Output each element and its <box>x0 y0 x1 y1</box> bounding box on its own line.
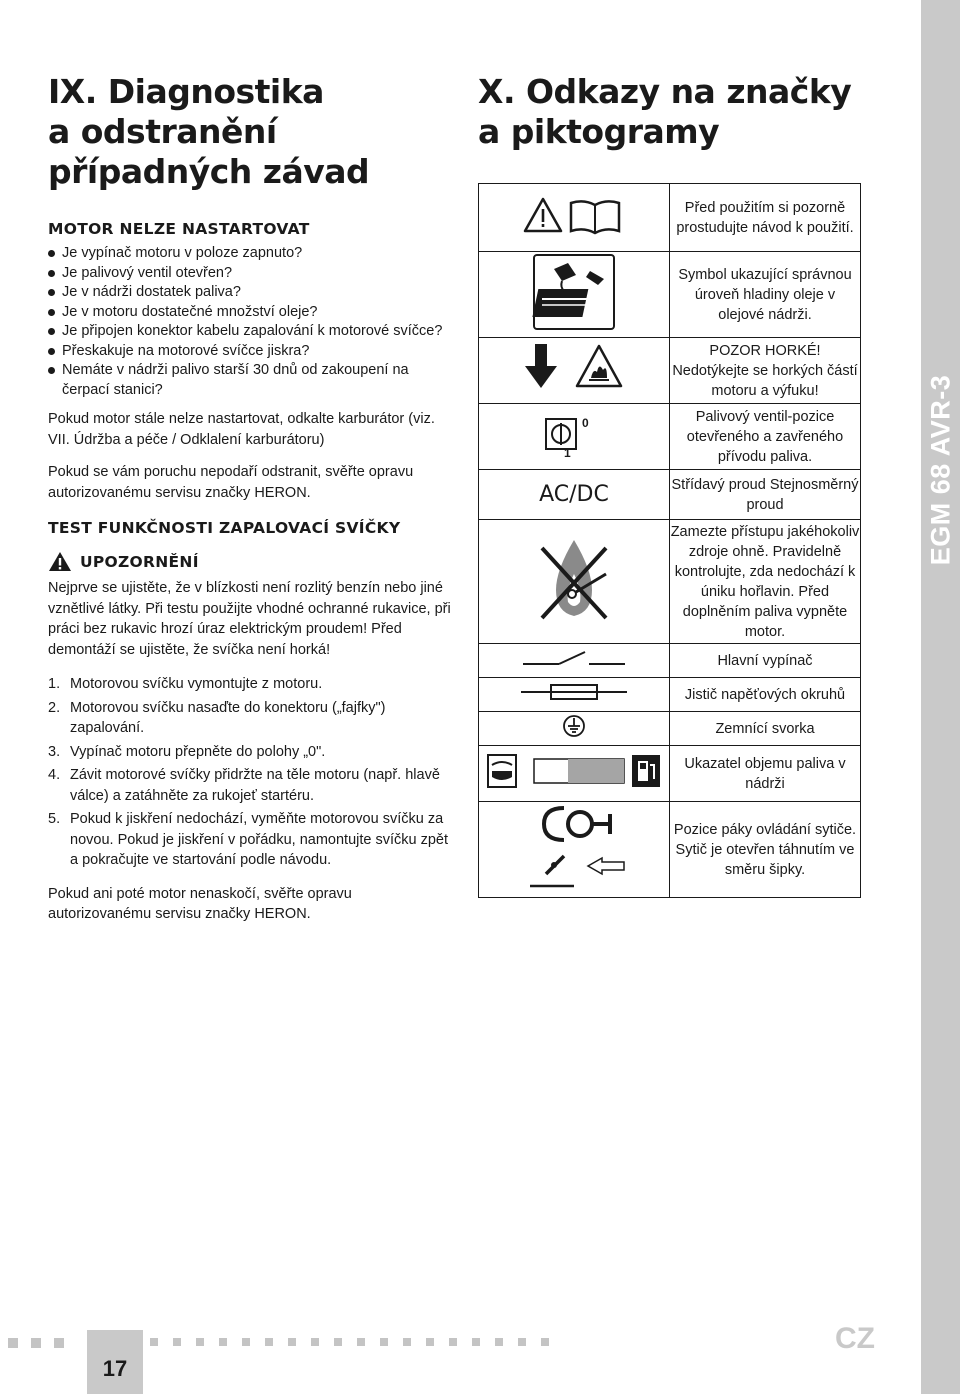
pictogram-description: Jistič napěťových okruhů <box>670 678 861 712</box>
step-item: 4. Závit motorové svíčky přidržte na těle motoru (např. hlavě válce) a zatáhněte za rukojeť startéru. <box>48 767 440 804</box>
pictograms-section <box>478 72 862 152</box>
warning-manual-icon <box>519 193 629 237</box>
fuel-gauge-icon <box>484 751 664 791</box>
pictogram-cell <box>479 404 670 470</box>
warning-text: Nejprve se ujistěte, že v blízkosti není rozlitý benzín nebo jiné vznětlivé látky. Při testu použijte vhodné ochranné rukavice, při práci bez rukavic hrozí úraz elektrickým proudem! Před demontáží se ujistěte, že svíčka není horká! <box>48 580 451 658</box>
title-line: případných závad <box>48 152 370 191</box>
footer-square <box>472 1338 480 1346</box>
pictogram-description: Zemnící svorka <box>670 712 861 746</box>
pictogram-cell <box>479 802 670 898</box>
no-fire-icon <box>532 534 616 624</box>
footer-square <box>357 1338 365 1346</box>
oil-level-icon <box>532 253 616 331</box>
pictogram-table <box>478 183 861 898</box>
list-item: Je v nádrži dostatek paliva? <box>48 283 458 303</box>
title-line: X. Odkazy na značky <box>478 72 852 111</box>
list-item: Je v motoru dostatečné množství oleje? <box>48 303 458 323</box>
diagnostics-section <box>48 72 458 925</box>
footer-square <box>334 1338 342 1346</box>
pictogram-cell <box>479 470 670 520</box>
ground-icon <box>562 714 586 738</box>
table-row <box>479 746 861 802</box>
footer-square <box>495 1338 503 1346</box>
service-note: Pokud se vám poruchu nepodaří odstranit, svěřte opravu autorizovanému servisu značky HERON. <box>48 464 414 501</box>
bullet-icon <box>48 367 55 374</box>
bullet-icon <box>48 289 55 296</box>
bullet-icon <box>48 250 55 257</box>
bullet-icon <box>48 270 55 277</box>
footer-square <box>288 1338 296 1346</box>
table-row <box>479 712 861 746</box>
pictogram-cell <box>479 520 670 644</box>
footer-square <box>380 1338 388 1346</box>
footer-square <box>150 1338 158 1346</box>
table-row <box>479 802 861 898</box>
spark-test-steps <box>48 674 458 871</box>
pictogram-cell <box>479 184 670 252</box>
pictogram-cell <box>479 712 670 746</box>
pictogram-cell <box>479 338 670 404</box>
table-row <box>479 470 861 520</box>
step-item: 1. Motorovou svíčku vymontujte z motoru. <box>48 676 323 692</box>
list-item: Nemáte v nádrži palivo starší 30 dnů od zakoupení na čerpací stanici? <box>48 361 458 400</box>
table-row <box>479 644 861 678</box>
diagnostics-title <box>48 72 458 192</box>
title-line: a piktogramy <box>478 112 720 151</box>
footer-square <box>242 1338 250 1346</box>
footer-square <box>8 1338 18 1348</box>
list-item: Je připojen konektor kabelu zapalování k motorové svíčce? <box>48 322 458 342</box>
pictogram-description: Před použitím si pozorně prostudujte návod k použití. <box>670 184 861 252</box>
warning-label: UPOZORNĚNÍ <box>80 552 199 571</box>
table-row <box>479 338 861 404</box>
pictogram-cell <box>479 252 670 338</box>
motor-heading: MOTOR NELZE NASTARTOVAT <box>48 220 310 238</box>
spark-test-heading: TEST FUNKČNOSTI ZAPALOVACÍ SVÍČKY <box>48 519 401 537</box>
valve-label-on: 1 <box>564 446 571 459</box>
warning-triangle-icon <box>48 551 72 572</box>
acdc-icon: AC/DC <box>539 482 609 507</box>
table-row <box>479 252 861 338</box>
side-bar <box>921 0 960 1394</box>
footer-square <box>426 1338 434 1346</box>
bullet-icon <box>48 348 55 355</box>
table-row <box>479 184 861 252</box>
warning-header <box>48 551 458 572</box>
page-number: 17 <box>102 1356 128 1381</box>
table-row <box>479 678 861 712</box>
footer-square <box>265 1338 273 1346</box>
pictogram-description: Symbol ukazující správnou úroveň hladiny oleje v olejové nádrži. <box>670 252 861 338</box>
footer-square <box>449 1338 457 1346</box>
list-item: Je palivový ventil otevřen? <box>48 264 458 284</box>
breaker-icon <box>519 682 629 702</box>
pictogram-description: Střídavý proud Stejnosměrný proud <box>670 470 861 520</box>
fuel-valve-icon <box>544 409 604 459</box>
language-code: CZ <box>835 1322 875 1355</box>
pictogram-description: POZOR HORKÉ! Nedotýkejte se horkých částí motoru a výfuku! <box>670 338 861 404</box>
pictogram-description: Hlavní vypínač <box>670 644 861 678</box>
main-switch-icon <box>519 648 629 668</box>
pictogram-description: Pozice páky ovládání sytiče. Sytič je otevřen táhnutím ve směru šipky. <box>670 802 861 898</box>
pictogram-cell <box>479 644 670 678</box>
list-item: Přeskakuje na motorové svíčce jiskra? <box>48 342 458 362</box>
valve-label-off: 0 <box>582 416 589 430</box>
footer-square <box>173 1338 181 1346</box>
footer-square <box>311 1338 319 1346</box>
pictogram-description: Palivový ventil-pozice otevřeného a zavřeného přívodu paliva. <box>670 404 861 470</box>
table-row <box>479 520 861 644</box>
footer-square <box>403 1338 411 1346</box>
footer-square <box>54 1338 64 1348</box>
footer-square <box>518 1338 526 1346</box>
bullet-icon <box>48 328 55 335</box>
step-item: 3. Vypínač motoru přepněte do polohy „0". <box>48 743 326 760</box>
footer-square <box>541 1338 549 1346</box>
pictogram-description: Ukazatel objemu paliva v nádrži <box>670 746 861 802</box>
model-label: EGM 68 AVR-3 <box>925 374 955 566</box>
hot-surface-icon <box>519 340 629 396</box>
footer-square <box>219 1338 227 1346</box>
carburetor-note: Pokud motor stále nelze nastartovat, odkalte karburátor (viz. VII. Údržba a péče / Odklalení karburátoru) <box>48 411 435 448</box>
bullet-icon <box>48 309 55 316</box>
table-row <box>479 404 861 470</box>
pictogram-cell <box>479 678 670 712</box>
footer-square <box>196 1338 204 1346</box>
list-item: Je vypínač motoru v poloze zapnuto? <box>48 244 458 264</box>
final-note: Pokud ani poté motor nenaskočí, svěřte opravu autorizovanému servisu značky HERON. <box>48 885 352 922</box>
page-number-box <box>87 1330 143 1394</box>
pictogram-cell <box>479 746 670 802</box>
choke-icon <box>514 804 634 890</box>
pictogram-description: Zamezte přístupu jakéhokoliv zdroje ohně. Pravidelně kontrolujte, zda nedochází k úniku hořlavin. Před doplněním paliva vypněte motor. <box>670 520 861 644</box>
motor-checklist <box>48 244 458 400</box>
footer-square <box>31 1338 41 1348</box>
title-line: a odstranění <box>48 112 277 151</box>
step-item: 2. Motorovou svíčku nasaďte do konektoru („fajfky") zapalování. <box>48 699 386 736</box>
step-item: 5. Pokud k jiskření nedochází, vyměňte motorovou svíčku za novou. Pokud je jiskření v pořádku, namontujte svíčku zpět a pokračujte ve startování podle návodu. <box>48 811 449 868</box>
pictograms-title <box>478 72 862 152</box>
title-line: IX. Diagnostika <box>48 72 324 111</box>
